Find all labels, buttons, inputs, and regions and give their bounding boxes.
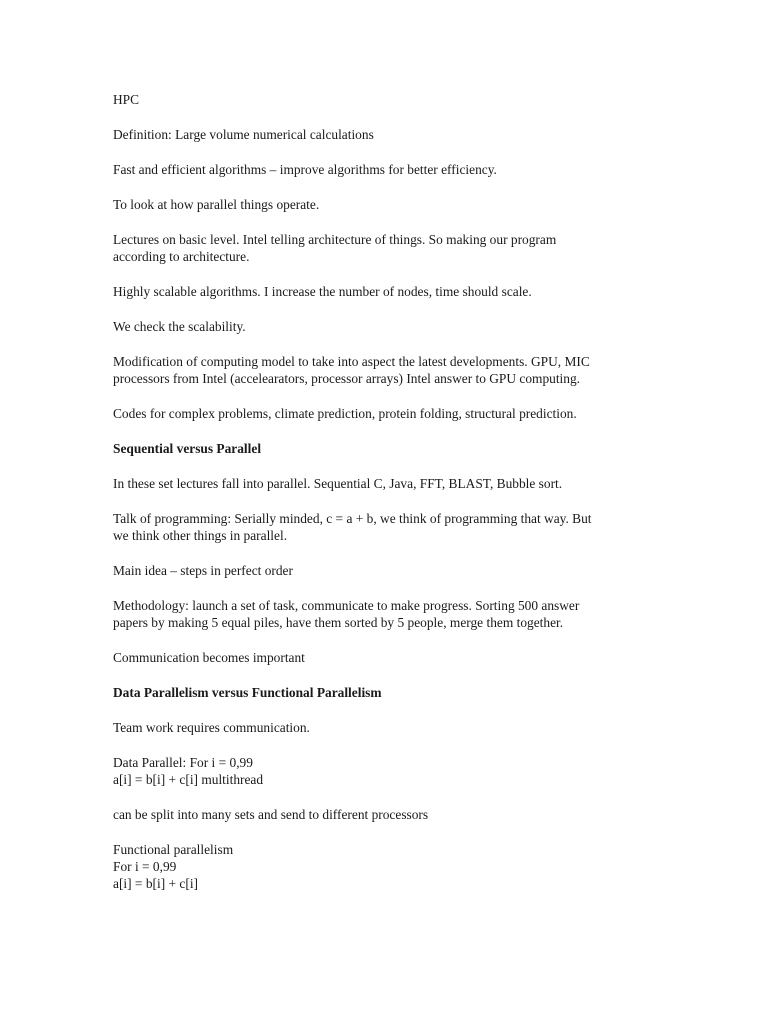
section-heading bbox=[113, 440, 658, 457]
paragraph bbox=[113, 719, 658, 736]
paragraph bbox=[113, 318, 658, 335]
paragraph bbox=[113, 597, 658, 631]
text-line: Team work requires communication. bbox=[113, 720, 310, 735]
paragraph bbox=[113, 754, 658, 788]
paragraph bbox=[113, 283, 658, 300]
text-line: Data Parallel: For i = 0,99 bbox=[113, 755, 253, 770]
text-line: Communication becomes important bbox=[113, 650, 305, 665]
paragraph bbox=[113, 649, 658, 666]
text-line: Lectures on basic level. Intel telling architecture of things. So making our program bbox=[113, 232, 557, 247]
paragraph bbox=[113, 91, 658, 108]
text-line: In these set lectures fall into parallel. Sequential C, Java, FFT, BLAST, Bubble sort. bbox=[113, 476, 563, 491]
text-line: Sequential versus Parallel bbox=[113, 441, 262, 456]
paragraph bbox=[113, 806, 658, 823]
paragraph bbox=[113, 475, 658, 492]
text-line: Main idea – steps in perfect order bbox=[113, 563, 293, 578]
text-line: For i = 0,99 bbox=[113, 859, 177, 874]
text-line: Definition: Large volume numerical calculations bbox=[113, 127, 374, 142]
text-line: Codes for complex problems, climate prediction, protein folding, structural prediction. bbox=[113, 406, 577, 421]
section-heading bbox=[113, 684, 658, 701]
paragraph bbox=[113, 231, 658, 265]
text-line: Data Parallelism versus Functional Parallelism bbox=[113, 685, 382, 700]
text-line: Functional parallelism bbox=[113, 842, 234, 857]
text-line: processors from Intel (accelearators, processor arrays) Intel answer to GPU computing. bbox=[113, 371, 581, 386]
paragraph bbox=[113, 196, 658, 213]
text-line: a[i] = b[i] + c[i] multithread bbox=[113, 772, 264, 787]
text-line: To look at how parallel things operate. bbox=[113, 197, 320, 212]
paragraph bbox=[113, 126, 658, 143]
text-line: Fast and efficient algorithms – improve algorithms for better efficiency. bbox=[113, 162, 497, 177]
paragraph bbox=[113, 562, 658, 579]
text-line: Methodology: launch a set of task, communicate to make progress. Sorting 500 answer bbox=[113, 598, 580, 613]
paragraph bbox=[113, 841, 658, 892]
text-line: we think other things in parallel. bbox=[113, 528, 288, 543]
text-line: papers by making 5 equal piles, have them sorted by 5 people, merge them together. bbox=[113, 615, 564, 630]
paragraph bbox=[113, 510, 658, 544]
text-line: according to architecture. bbox=[113, 249, 250, 264]
document-page bbox=[113, 91, 658, 910]
text-line: can be split into many sets and send to different processors bbox=[113, 807, 429, 822]
paragraph bbox=[113, 405, 658, 422]
text-line: a[i] = b[i] + c[i] bbox=[113, 876, 198, 891]
text-line: We check the scalability. bbox=[113, 319, 246, 334]
text-line: Highly scalable algorithms. I increase the number of nodes, time should scale. bbox=[113, 284, 532, 299]
paragraph bbox=[113, 161, 658, 178]
text-line: HPC bbox=[113, 92, 140, 107]
text-line: Talk of programming: Serially minded, c = a + b, we think of programming that way. But bbox=[113, 511, 592, 526]
paragraph bbox=[113, 353, 658, 387]
text-line: Modification of computing model to take into aspect the latest developments. GPU, MIC bbox=[113, 354, 590, 369]
